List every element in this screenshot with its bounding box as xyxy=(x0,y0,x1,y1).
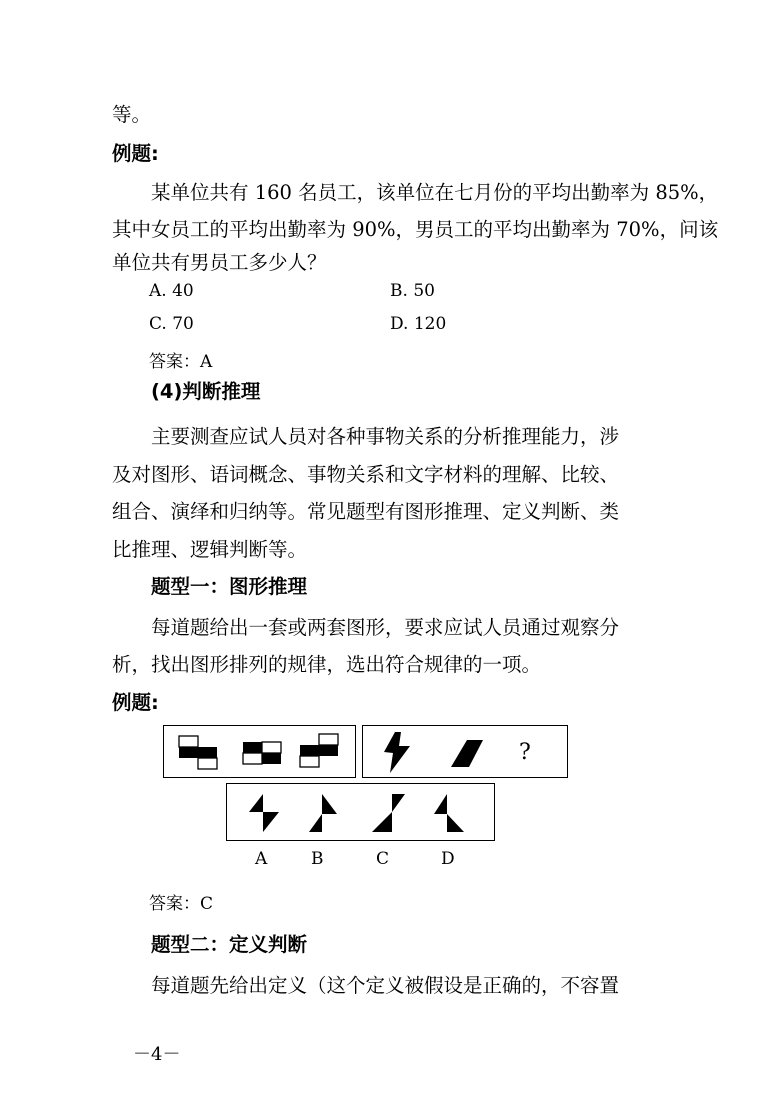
paragraph-line: 主要测查应试人员对各种事物关系的分析推理能力，涉 xyxy=(151,425,620,448)
option-c: C. 70 xyxy=(149,314,194,334)
page-number: －4－ xyxy=(133,1044,181,1065)
paragraph-line: 组合、演绎和归纳等。常见题型有图形推理、定义判断、类 xyxy=(112,500,620,523)
example-heading: 例题: xyxy=(112,691,159,714)
answer-text: 答案：A xyxy=(149,352,213,372)
question-mark: ? xyxy=(519,740,531,765)
option-a: A. 40 xyxy=(149,281,194,301)
answer-text: 答案：C xyxy=(149,894,214,914)
question-line: 单位共有男员工多少人？ xyxy=(112,251,327,274)
answer-options-box xyxy=(226,783,495,841)
question-line: 其中女员工的平均出勤率为 90%，男员工的平均出勤率为 70%，问该 xyxy=(112,218,719,241)
example-heading: 例题: xyxy=(112,142,159,165)
type-heading: 题型二：定义判断 xyxy=(151,933,308,956)
figure-sequence-box-1 xyxy=(163,725,356,778)
paragraph-line: 每道题先给出定义（这个定义被假设是正确的，不容置 xyxy=(151,974,620,997)
paragraph-line: 比推理、逻辑判断等。 xyxy=(112,538,308,561)
paragraph-line: 析，找出图形排列的规律，选出符合规律的一项。 xyxy=(112,653,542,676)
option-d: D. 120 xyxy=(390,314,447,334)
option-label-d: D xyxy=(441,849,455,869)
square-pair-figures xyxy=(164,726,357,779)
option-label-c: C xyxy=(376,849,390,869)
option-figures xyxy=(227,784,496,842)
option-label-b: B xyxy=(311,849,324,869)
continued-text: 等。 xyxy=(112,103,152,126)
question-line: 某单位共有 160 名员工，该单位在七月份的平均出勤率为 85%， xyxy=(151,181,719,204)
option-b: B. 50 xyxy=(390,281,435,301)
section-heading: (4)判断推理 xyxy=(151,380,261,403)
polygon-figures xyxy=(363,726,569,779)
paragraph-line: 每道题给出一套或两套图形，要求应试人员通过观察分 xyxy=(151,616,620,639)
type-heading: 题型一：图形推理 xyxy=(151,575,308,598)
paragraph-line: 及对图形、语词概念、事物关系和文字材料的理解、比较、 xyxy=(112,463,620,486)
option-label-a: A xyxy=(255,849,268,869)
figure-sequence-box-2 xyxy=(362,725,568,778)
